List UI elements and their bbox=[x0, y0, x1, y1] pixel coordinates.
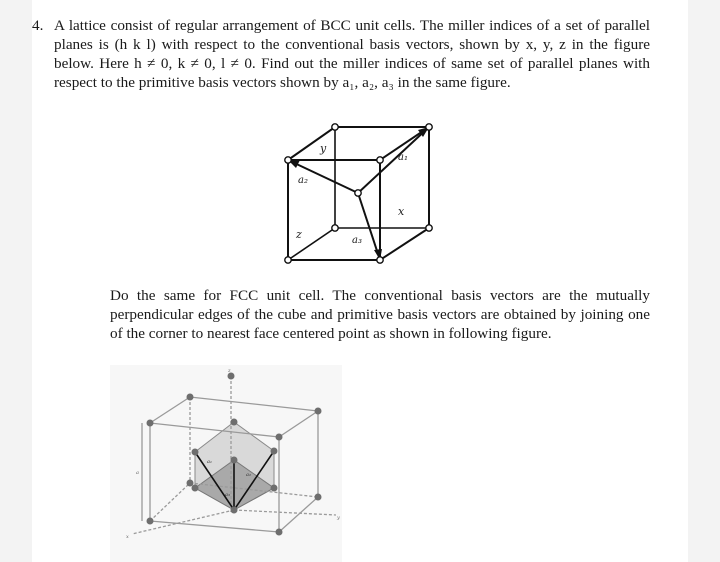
fcc-label-x: x bbox=[126, 534, 129, 540]
fcc-atom bbox=[231, 419, 238, 426]
fcc-atom bbox=[231, 457, 238, 464]
bcc-label-z: z bbox=[296, 228, 302, 241]
fcc-label-a: a bbox=[136, 470, 139, 476]
fcc-atom bbox=[276, 529, 283, 536]
bcc-label-y: y bbox=[320, 142, 327, 155]
fcc-label-a1: a₁ bbox=[207, 459, 212, 465]
fcc-atom bbox=[192, 485, 199, 492]
fcc-atom bbox=[271, 485, 278, 492]
fcc-label-z: z bbox=[228, 368, 231, 374]
fcc-atom bbox=[276, 434, 283, 441]
fcc-label-y: y bbox=[337, 515, 340, 521]
fcc-label-a3: a₃ bbox=[225, 492, 230, 498]
fcc-atom bbox=[147, 420, 154, 427]
fcc-atom bbox=[315, 408, 322, 415]
fcc-atom bbox=[315, 494, 322, 501]
bcc-label-a3: a₃ bbox=[352, 235, 362, 246]
fcc-atom bbox=[147, 518, 154, 525]
fcc-atom bbox=[231, 507, 238, 514]
fcc-atom bbox=[187, 480, 194, 487]
question-text: A lattice consist of regular arrangement of BCC unit cells. The miller indices of a set of parallel planes is (h k l) with respect to the conventional basis vectors, shown by x, y, z in the figure below. Here h ≠ 0, k ≠ 0, l ≠ 0. Find out the miller indices of same set of parallel planes with respect to the primitive basis vectors shown by a₁, a₂, a₃ in the same figure. bbox=[54, 17, 650, 91]
fcc-label-a2: a₂ bbox=[246, 472, 251, 478]
fcc-paragraph: Do the same for FCC unit cell. The conventional basis vectors are the mutually perpendicular edges of the cube and primitive basis vectors are obtained by joining one of the corner to nearest face centered point as shown in following figure. bbox=[110, 287, 650, 342]
fcc-atom bbox=[271, 448, 278, 455]
bcc-label-a2: a₂ bbox=[298, 175, 308, 186]
fcc-atom bbox=[192, 449, 199, 456]
question-number: 4. bbox=[32, 17, 44, 34]
bcc-label-x: x bbox=[398, 205, 405, 218]
fcc-atom bbox=[187, 394, 194, 401]
bcc-label-a1: a₁ bbox=[398, 152, 408, 163]
